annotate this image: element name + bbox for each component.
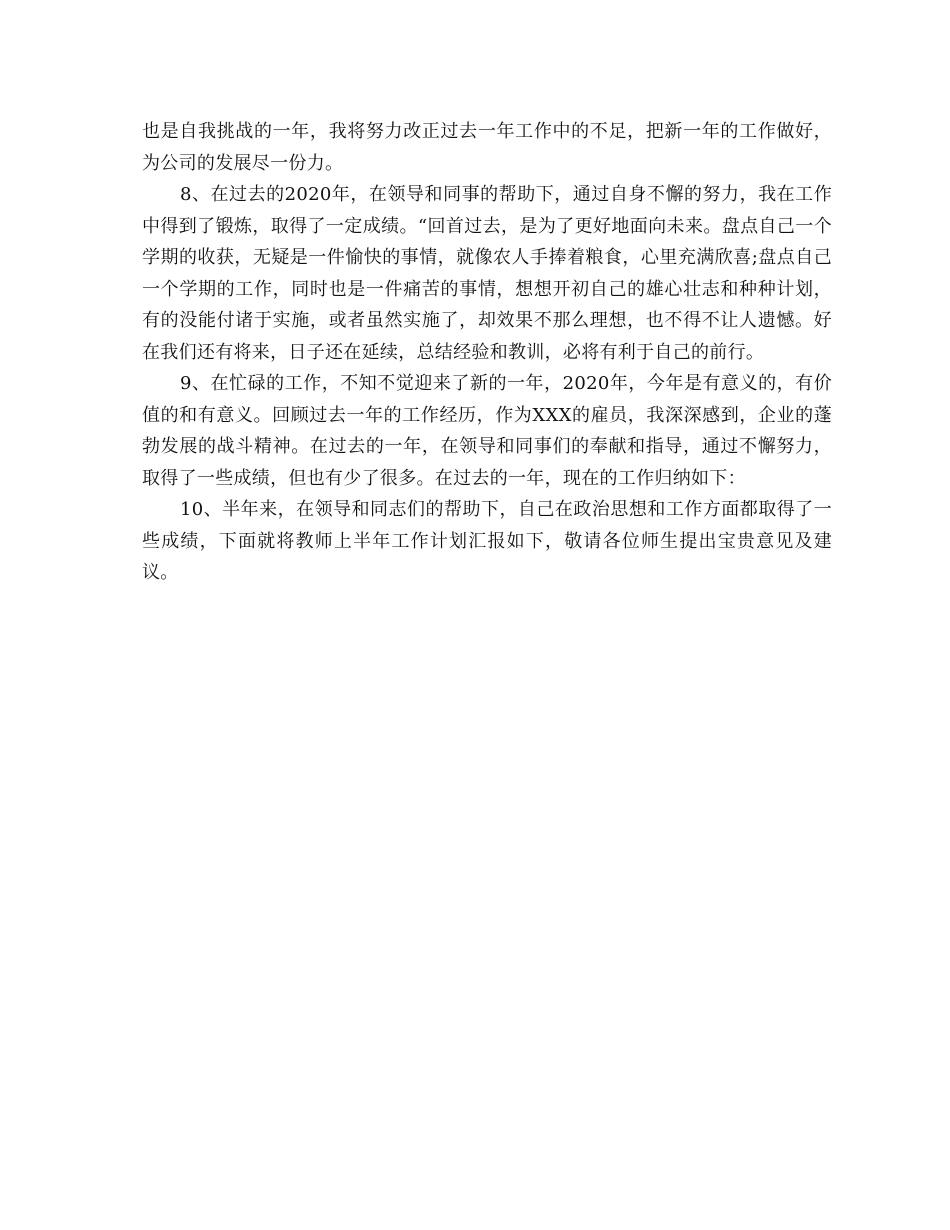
- document-body: [142, 116, 832, 589]
- paragraph-9: 9、在忙碌的工作，不知不觉迎来了新的一年，2020年，今年是有意义的，有价值的和有意义。回顾过去一年的工作经历，作为XXX的雇员，我深深感到，企业的蓬勃发展的战斗精神。在过去的一年，在领导和同事们的奉献和指导，通过不懈努力，取得了一些成绩，但也有少了很多。在过去的一年，现在的工作归纳如下：: [142, 373, 832, 489]
- paragraph-8: 8、在过去的2020年，在领导和同事的帮助下，通过自身不懈的努力，我在工作中得到了锻炼，取得了一定成绩。“回首过去，是为了更好地面向未来。盘点自己一个学期的收获，无疑是一件愉快的事情，就像农人手捧着粮食，心里充满欣喜;盘点自己一个学期的工作，同时也是一件痛苦的事情，想想开初自己的雄心壮志和种种计划，有的没能付诸于实施，或者虽然实施了，却效果不那么理想，也不得不让人遗憾。好在我们还有将来，日子还在延续，总结经验和教训，必将有利于自己的前行。: [142, 184, 832, 363]
- paragraph-continuation: 也是自我挑战的一年，我将努力改正过去一年工作中的不足，把新一年的工作做好，为公司的发展尽一份力。: [142, 121, 832, 174]
- paragraph-10: 10、半年来，在领导和同志们的帮助下，自己在政治思想和工作方面都取得了一些成绩，下面就将教师上半年工作计划汇报如下，敬请各位师生提出宝贵意见及建议。: [142, 499, 832, 583]
